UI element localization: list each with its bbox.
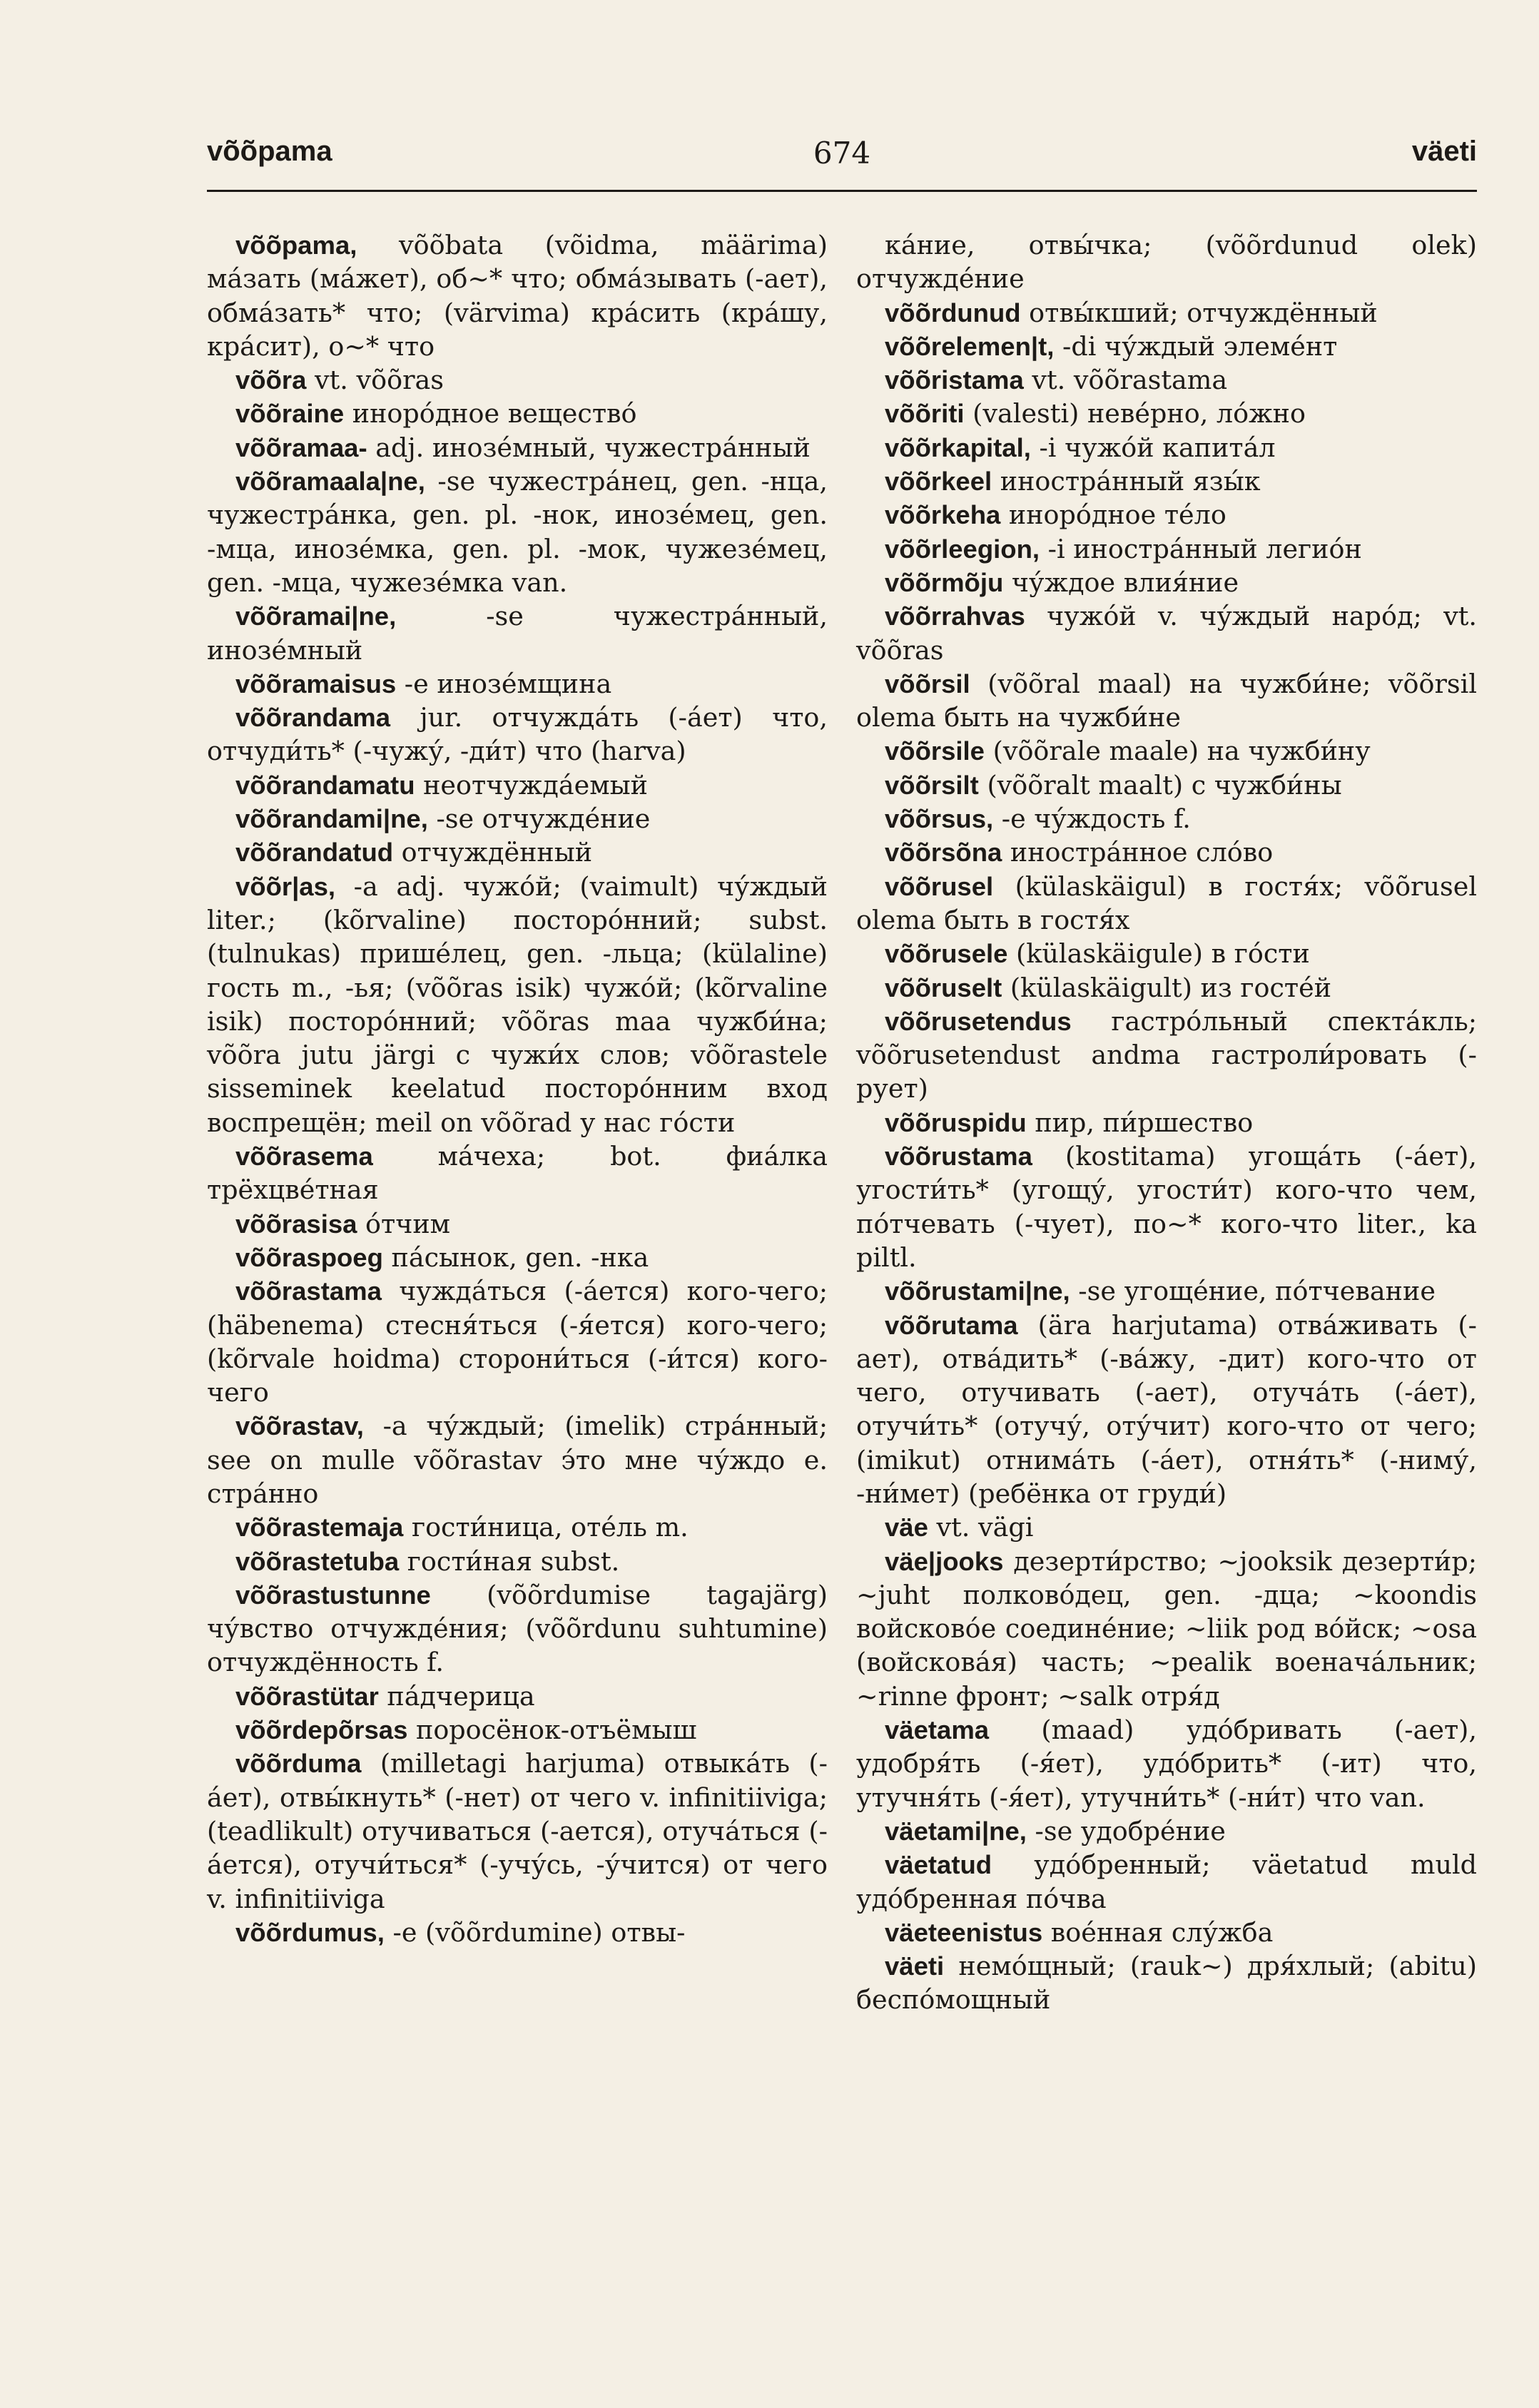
dictionary-entry xyxy=(207,1578,828,1680)
entry-headword: võõrdepõrsas xyxy=(235,1715,408,1745)
entry-headword: võõramaisus xyxy=(235,669,397,698)
entry-definition: (võõral maal) на чужби́не; võõrsil olema быть на чужби́не xyxy=(856,668,1477,733)
entry-headword: võõrasisa xyxy=(235,1209,357,1239)
header-rule xyxy=(207,190,1477,192)
dictionary-entry xyxy=(856,1949,1477,2017)
entry-definition: vt. võõras xyxy=(306,365,445,396)
entry-definition: adj. инозе́мный, чужестра́нный xyxy=(367,432,811,463)
entry-definition: (külaskäigule) в го́сти xyxy=(1007,938,1310,970)
entry-definition: гастро́льный спекта́кль; võõrusetendust andma гастроли́ровать (-рует) xyxy=(856,1005,1477,1104)
entry-headword: võõrusele xyxy=(885,939,1008,969)
dictionary-entry xyxy=(856,397,1477,430)
entry-definition: иностра́нный язы́к xyxy=(992,466,1261,497)
dictionary-entry xyxy=(856,835,1477,869)
page-header xyxy=(207,136,1477,193)
entry-headword: võõrsõna xyxy=(885,838,1002,868)
entry-definition: иностра́нное сло́во xyxy=(1002,837,1274,868)
entry-headword: väetama xyxy=(885,1715,990,1745)
dictionary-entry xyxy=(207,768,828,802)
dictionary-entry xyxy=(856,1005,1477,1106)
entry-definition: гости́ница, оте́ль m. xyxy=(403,1512,689,1543)
entry-headword: võõrdumus, xyxy=(235,1917,385,1947)
dictionary-entry xyxy=(207,228,828,363)
entry-headword: võõrsil xyxy=(885,669,970,698)
dictionary-entry xyxy=(207,599,828,667)
entry-headword: võõpama, xyxy=(235,230,357,260)
entry-definition: чу́ждое влия́ние xyxy=(1003,567,1239,598)
entry-definition: о́тчим xyxy=(357,1208,451,1239)
entry-headword: võõruspidu xyxy=(885,1107,1027,1137)
entry-headword: võõrandamatu xyxy=(235,770,415,800)
entry-definition: па́дчерица xyxy=(378,1680,535,1712)
dictionary-entry xyxy=(856,667,1477,735)
entry-definition: -se отчужде́ние xyxy=(427,803,651,835)
entry-headword: võõrkeel xyxy=(885,467,992,497)
entry-headword: võõrutama xyxy=(885,1310,1018,1340)
entry-definition: (maad) удо́бривать (-ает), удобря́ть (-я́ет), удо́брить* (-ит) что, утучня́ть (-я́ет), утучни́ть* (-ни́т) что van. xyxy=(856,1714,1477,1813)
entry-headword: võõrelemen|t, xyxy=(885,331,1055,361)
dictionary-entry xyxy=(856,532,1477,566)
entry-headword: võõrustami|ne, xyxy=(885,1276,1070,1306)
entry-headword: võõrandatud xyxy=(235,838,394,868)
entry-definition: па́сынок, gen. -нка xyxy=(382,1241,649,1273)
dictionary-entry xyxy=(856,431,1477,464)
entry-headword: võõriti xyxy=(885,399,965,429)
guideword-right: väeti xyxy=(1411,136,1477,167)
entry-definition: ма́чеха; bot. фиа́лка трёхцве́тная xyxy=(207,1141,828,1206)
entry-definition: (külaskäigult) из госте́й xyxy=(1002,972,1332,1003)
entry-definition: -di чу́ждый элеме́нт xyxy=(1054,330,1338,362)
dictionary-entry xyxy=(207,1747,828,1915)
dictionary-entry xyxy=(207,1680,828,1713)
dictionary-entry xyxy=(856,1106,1477,1139)
entry-definition: -e чу́ждость f. xyxy=(993,803,1191,835)
dictionary-entry xyxy=(207,870,828,1139)
entry-headword: võõra xyxy=(235,365,307,395)
dictionary-entry xyxy=(207,701,828,768)
entry-definition: jur. отчужда́ть (-а́ет) что, отчуди́ть* (-чужу́, -ди́т) что (harva) xyxy=(207,702,828,767)
dictionary-entry xyxy=(856,228,1477,296)
dictionary-entry xyxy=(856,498,1477,532)
dictionary-entry xyxy=(856,1545,1477,1713)
dictionary-entry xyxy=(207,363,828,397)
dictionary-entry xyxy=(856,937,1477,970)
guideword-left: võõpama xyxy=(207,136,332,167)
entry-headword: võõraine xyxy=(235,399,345,429)
entry-headword: võõrastütar xyxy=(235,1681,379,1711)
entry-definition: -i чужо́й капита́л xyxy=(1030,432,1276,463)
entry-headword: võõrsile xyxy=(885,736,985,766)
entry-definition: ка́ние, отвы́чка; (võõrdunud olek) отчужде́ние xyxy=(856,230,1477,295)
entry-headword: võõrdunud xyxy=(885,298,1021,327)
entry-definition: (milletagi harjuma) отвыка́ть (-а́ет), отвы́кнуть* (-нет) от чего v. infinitiiviga; (teadlikult) отучиваться (-ается), отуча́ться (-а́ется), отучи́ться* (-учу́сь, -у́чится) от чего v. infinitiiviga xyxy=(207,1748,828,1914)
entry-headword: väetami|ne, xyxy=(885,1816,1027,1846)
dictionary-entry xyxy=(207,1713,828,1747)
dictionary-entry xyxy=(856,1814,1477,1848)
dictionary-entry xyxy=(207,1510,828,1544)
entry-definition: чужо́й v. чу́ждый наро́д; vt. võõras xyxy=(856,601,1477,666)
dictionary-entry xyxy=(856,802,1477,835)
entry-headword: võõrsilt xyxy=(885,770,979,800)
entry-headword: väetatud xyxy=(885,1850,992,1880)
entry-definition: отчуждённый xyxy=(393,837,593,868)
entry-definition: -se угоще́ние, по́тчевание xyxy=(1070,1276,1436,1307)
dictionary-entry xyxy=(207,1545,828,1578)
entry-headword: võõr|as, xyxy=(235,871,336,901)
dictionary-entry xyxy=(856,296,1477,330)
entry-definition: (võõrdumise tagajärg) чу́вство отчужде́ния; (võõrdunu suhtumine) отчуждённость f. xyxy=(207,1579,828,1678)
dictionary-entry xyxy=(856,1848,1477,1916)
dictionary-entry xyxy=(207,1409,828,1510)
dictionary-entry xyxy=(856,1274,1477,1308)
dictionary-entry xyxy=(856,1139,1477,1274)
entry-headword: võõrusetendus xyxy=(885,1006,1072,1036)
dictionary-entry xyxy=(207,1207,828,1241)
dictionary-entry xyxy=(856,363,1477,397)
entry-definition: võõbata (võidma, määrima) ма́зать (ма́жет), об~* что; обма́зывать (-ает), обма́зать* что; (värvima) кра́сить (кра́шу, кра́сит), о~* что xyxy=(207,230,828,362)
entry-definition: пир, пи́ршество xyxy=(1026,1107,1254,1138)
left-column xyxy=(207,228,828,1949)
entry-headword: võõrrahvas xyxy=(885,601,1025,631)
dictionary-entry xyxy=(856,599,1477,667)
entry-definition: иноро́дное те́ло xyxy=(1000,499,1226,531)
entry-headword: võõrastemaja xyxy=(235,1513,404,1543)
entry-headword: võõrandami|ne, xyxy=(235,804,428,834)
entry-definition: -i иностра́нный легио́н xyxy=(1040,533,1362,564)
entry-headword: võõrastetuba xyxy=(235,1546,400,1576)
entry-definition: чужда́ться (-а́ется) кого-чего; (häbenema) стесня́ться (-я́ется) кого-чего; (kõrvale hoidma) сторони́ться (-и́тся) кого-чего xyxy=(207,1276,828,1408)
dictionary-entry xyxy=(207,667,828,701)
entry-headword: võõrastustunne xyxy=(235,1580,431,1610)
entry-headword: väe xyxy=(885,1513,928,1543)
entry-definition: удо́бренный; väetatud muld удо́бренная по́чва xyxy=(856,1849,1477,1914)
entry-definition: немо́щный; (rauk~) дря́хлый; (abitu) беспо́мощный xyxy=(856,1951,1477,2016)
dictionary-entry xyxy=(856,734,1477,768)
entry-headword: võõrsus, xyxy=(885,804,994,834)
entry-headword: võõrleegion, xyxy=(885,534,1040,564)
entry-definition: вое́нная слу́жба xyxy=(1042,1916,1274,1948)
entry-headword: võõristama xyxy=(885,365,1024,395)
dictionary-entry xyxy=(207,802,828,835)
entry-headword: võõrkapital, xyxy=(885,432,1031,462)
dictionary-entry xyxy=(856,768,1477,802)
entry-headword: väe|jooks xyxy=(885,1546,1004,1576)
entry-definition: -se чужестра́нец, gen. -нца, чужестра́нка, gen. pl. -нок, инозе́мец, gen. -мца, инозе́мка, gen. pl. -мок, чужезе́мец, gen. -мца, чужезе́мка van. xyxy=(207,466,828,598)
dictionary-entry xyxy=(856,1309,1477,1511)
entry-definition: (ära harjutama) отва́живать (-ает), отва́дить* (-ва́жу, -дит) кого-что от чего, отучивать (-ает), отуча́ть (-а́ет), отучи́ть* (отучу́, оту́чит) кого-что от чего; (imikut) отнима́ть (-а́ет), отня́ть* (-ниму́, -ни́мет) (ребёнка от груди́) xyxy=(856,1309,1477,1509)
dictionary-entry xyxy=(207,1916,828,1949)
entry-definition: (valesti) неве́рно, ло́жно xyxy=(964,398,1306,430)
entry-headword: võõraspoeg xyxy=(235,1242,383,1272)
entry-headword: võõrusel xyxy=(885,871,994,901)
entry-definition: (külaskäigul) в гостя́х; võõrusel olema быть в гостя́х xyxy=(856,870,1477,935)
entry-definition: отвы́кший; отчуждённый xyxy=(1020,297,1378,328)
dictionary-entry xyxy=(856,1713,1477,1814)
entry-definition: поросёнок-отъёмыш xyxy=(407,1714,697,1746)
dictionary-entry xyxy=(207,431,828,464)
entry-definition: (kostitama) угоща́ть (-а́ет), угости́ть* (угощу́, угости́т) кого-что чем, по́тчевать (-чует), по~* кого-что liter., ka piltl. xyxy=(856,1141,1477,1273)
entry-definition: иноро́дное вещество́ xyxy=(344,398,637,430)
dictionary-entry xyxy=(207,1241,828,1274)
entry-headword: võõrasema xyxy=(235,1142,373,1172)
entry-definition: -a чу́ждый; (imelik) стра́нный; see on mulle võõrastav э́то мне чу́ждо e. стра́нно xyxy=(207,1411,828,1509)
entry-definition: гости́ная subst. xyxy=(399,1545,620,1577)
entry-definition: -a adj. чужо́й; (vaimult) чу́ждый liter.; (kõrvaline) посторо́нний; subst. (tulnukas) прише́лец, gen. -льца; (külaline) гость m., -ья; (võõras isik) чужо́й; (kõrvaline isik) посторо́нний; võõras maa чужби́на; võõra jutu järgi с чужи́х слов; võõrastele sisseminek keelatud посторо́нним вход воспрещён; meil on võõrad у нас го́сти xyxy=(207,870,828,1138)
right-column xyxy=(856,228,1477,2017)
entry-headword: väeti xyxy=(885,1951,945,1981)
entry-headword: võõruselt xyxy=(885,972,1002,1002)
entry-definition: (võõrale maale) на чужби́ну xyxy=(984,736,1371,767)
entry-headword: võõramaa- xyxy=(235,432,367,462)
dictionary-entry xyxy=(207,1274,828,1409)
dictionary-entry xyxy=(856,971,1477,1005)
entry-definition: vt. võõrastama xyxy=(1023,365,1228,396)
entry-headword: võõrkeha xyxy=(885,500,1001,530)
entry-headword: võõrmõju xyxy=(885,567,1004,597)
entry-definition: -se удобре́ние xyxy=(1026,1815,1226,1846)
entry-definition: -se чужестра́нный, инозе́мный xyxy=(207,601,828,666)
dictionary-entry xyxy=(856,330,1477,363)
dictionary-entry xyxy=(207,464,828,599)
entry-headword: võõrduma xyxy=(235,1749,362,1779)
dictionary-entry xyxy=(207,835,828,869)
entry-definition: vt. vägi xyxy=(928,1512,1034,1543)
dictionary-entry xyxy=(856,870,1477,938)
dictionary-entry xyxy=(856,1916,1477,1949)
entry-headword: võõrandama xyxy=(235,703,391,733)
entry-headword: võõramai|ne, xyxy=(235,601,397,631)
entry-headword: võõramaala|ne, xyxy=(235,467,425,497)
entry-headword: võõrastama xyxy=(235,1276,382,1306)
entry-definition: (võõralt maalt) с чужби́ны xyxy=(978,769,1342,801)
entry-definition: неотчужда́емый xyxy=(415,769,648,801)
dictionary-entry xyxy=(856,1510,1477,1544)
page-number: 674 xyxy=(813,136,871,171)
entry-definition: дезерти́рство; ~jooksik дезерти́р; ~juht полково́дец, gen. -дца; ~koondis войсково́е соедине́ние; ~liik род во́йск; ~osa (войскова́я) часть; ~pealik военача́льник; ~rinne фронт; ~salk отря́д xyxy=(856,1545,1477,1712)
dictionary-entry xyxy=(856,464,1477,498)
entry-headword: väeteenistus xyxy=(885,1917,1043,1947)
entry-definition: -e (võõrdumine) отвы- xyxy=(384,1916,686,1948)
dictionary-entry xyxy=(856,566,1477,599)
entry-definition: -e инозе́мщина xyxy=(396,668,612,699)
entry-headword: võõrastav, xyxy=(235,1411,364,1441)
dictionary-entry xyxy=(207,397,828,430)
dictionary-entry xyxy=(207,1139,828,1207)
entry-headword: võõrustama xyxy=(885,1142,1032,1172)
